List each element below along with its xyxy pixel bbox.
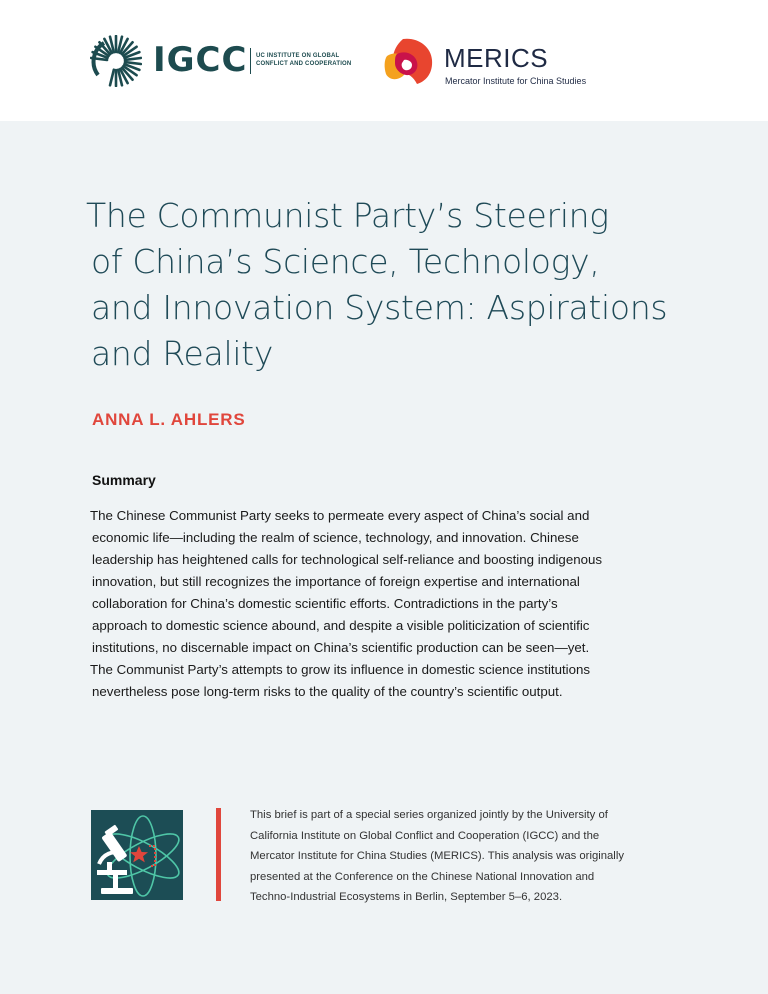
summary-line: innovation, but still recognizes the importance of foreign expertise and international — [92, 574, 580, 589]
document-title — [86, 193, 686, 377]
title-line: The Communist Party’s Steering — [86, 196, 609, 235]
summary-line: nevertheless pose long-term risks to the quality of the country’s scientific output. — [92, 684, 563, 699]
series-note-line: presented at the Conference on the Chinese National Innovation and — [250, 870, 595, 883]
title-line: of China’s Science, Technology, — [91, 242, 600, 281]
igcc-wordmark: IGCC — [153, 40, 248, 80]
summary-line: institutions, no discernable impact on China’s scientific production can be seen—yet. — [92, 640, 590, 655]
summary-line: economic life—including the realm of science, technology, and innovation. Chinese — [92, 530, 579, 545]
igcc-subtitle-line: UC INSTITUTE ON GLOBAL — [256, 53, 340, 59]
merics-logo-icon — [383, 36, 435, 88]
author-name: ANNA L. AHLERS — [92, 410, 246, 429]
atom-microscope-star-icon — [91, 810, 183, 900]
merics-subtitle: Mercator Institute for China Studies — [445, 76, 587, 86]
summary-body — [90, 505, 670, 703]
title-line: and Reality — [91, 334, 274, 373]
series-note-line: California Institute on Global Conflict and Cooperation (IGCC) and the — [250, 829, 600, 842]
series-note-line: Mercator Institute for China Studies (MERICS). This analysis was originally — [250, 850, 624, 862]
merics-wordmark: MERICS — [444, 43, 549, 73]
summary-line: approach to domestic science abound, and despite a visible politicization of scientific — [92, 618, 590, 633]
series-note — [250, 805, 670, 908]
series-note-line: This brief is part of a special series organized jointly by the University of — [250, 809, 608, 821]
series-icon — [91, 810, 183, 900]
igcc-logo-icon — [90, 35, 142, 87]
igcc-subtitle — [256, 52, 351, 68]
title-line: and Innovation System: Aspirations — [91, 288, 668, 327]
summary-line: collaboration for China’s domestic scientific efforts. Contradictions in the party’s — [92, 596, 558, 611]
header-bar — [0, 0, 768, 121]
summary-line: The Chinese Communist Party seeks to permeate every aspect of China’s social and — [90, 508, 590, 523]
summary-line: The Communist Party’s attempts to grow its influence in domestic science institutions — [90, 662, 591, 677]
summary-line: leadership has heightened calls for technological self-reliance and boosting indigenous — [92, 552, 603, 567]
igcc-subtitle-line: CONFLICT AND COOPERATION — [256, 61, 352, 67]
series-note-line: Techno-Industrial Ecosystems in Berlin, September 5–6, 2023. — [250, 891, 563, 903]
igcc-divider — [250, 48, 251, 74]
summary-heading: Summary — [92, 472, 156, 488]
red-divider — [216, 808, 221, 901]
